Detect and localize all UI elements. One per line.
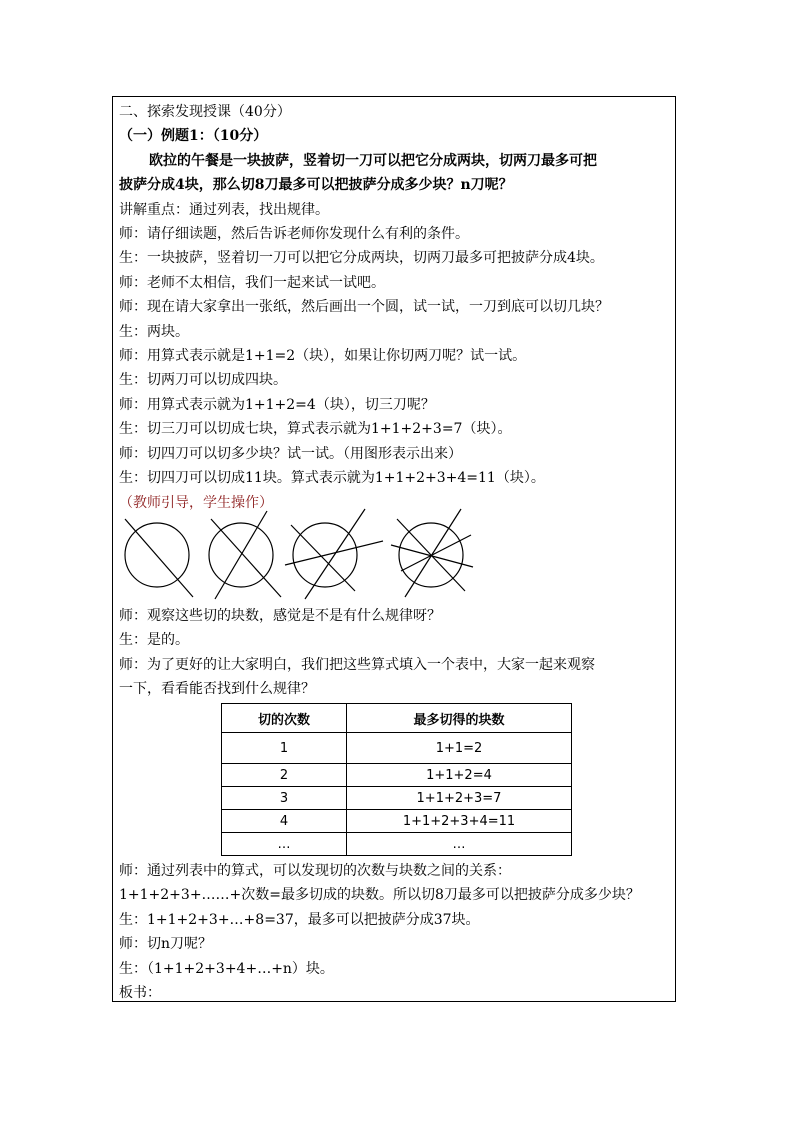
problem-line-1: 欧拉的午餐是一块披萨，竖着切一刀可以把它分成两块，切两刀最多可把 (149, 152, 597, 169)
cell-cut-count: 4 (222, 810, 347, 833)
section-title: 二、探索发现授课（40分） (119, 104, 291, 120)
dialogue-line: 师：请仔细读题，然后告诉老师你发现什么有利的条件。 (119, 226, 469, 243)
pattern-table (221, 703, 572, 856)
pizza-three-cuts (285, 509, 383, 599)
table-row (222, 833, 572, 856)
dialogue-lower (119, 859, 671, 1005)
table-row (222, 733, 572, 764)
dialogue-line: 一下，看看能否找到什么规律？ (119, 681, 315, 698)
dialogue-line: 1+1+2+3+……+次数=最多切成的块数。所以切8刀最多可以把披萨分成多少块？ (119, 887, 640, 904)
cut-line (401, 535, 471, 571)
lesson-content (119, 100, 671, 515)
cut-line (215, 511, 267, 599)
cut-line (405, 509, 461, 597)
cell-cut-count: 1 (222, 733, 347, 764)
cut-line (211, 519, 281, 597)
board-writing-label: 板书： (119, 985, 161, 1002)
dialogue-line: 师：现在请大家拿出一张纸，然后画出一个圆，试一试，一刀到底可以切几块？ (119, 299, 609, 316)
dialogue-line: 师：老师不太相信，我们一起来试一试吧。 (119, 274, 385, 291)
table-row (222, 764, 572, 787)
cut-line (391, 545, 473, 567)
cut-line (285, 541, 383, 565)
cell-max-pieces: 1+1+2=4 (347, 764, 572, 787)
dialogue-line: 生：切三刀可以切成七块，算式表示就为1+1+2+3=7（块）。 (119, 421, 512, 438)
dialogue-line: 师：用算式表示就是1+1=2（块），如果让你切两刀呢？试一试。 (119, 348, 527, 365)
dialogue-line: 师：切n刀呢？ (119, 936, 213, 953)
example-title: （一）例题1：（10分） (119, 128, 268, 145)
dialogue-line: 生：是的。 (119, 632, 189, 649)
dialogue-line: 生：（1+1+2+3+4+…+n）块。 (119, 960, 334, 977)
lesson-frame (112, 96, 676, 1002)
pizza-two-cuts (209, 511, 281, 599)
header-cut-count: 切的次数 (222, 704, 347, 733)
dialogue-upper (119, 198, 671, 491)
dialogue-line: 师：为了更好的让大家明白，我们把这些算式填入一个表中，大家一起来观察 (119, 656, 595, 673)
table-header-row (222, 704, 572, 733)
dialogue-line: 生：一块披萨，竖着切一刀可以把它分成两块，切两刀最多可把披萨分成4块。 (119, 250, 604, 267)
table-row (222, 810, 572, 833)
pattern-table-wrap (221, 703, 572, 856)
dialogue-middle (119, 604, 671, 702)
dialogue-line: 生：1+1+2+3+…+8=37，最多可以把披萨分成37块。 (119, 911, 480, 928)
dialogue-line: 师：通过列表中的算式，可以发现切的次数与块数之间的关系： (119, 863, 511, 879)
cell-cut-count: 3 (222, 787, 347, 810)
problem-line-2: 披萨分成4块，那么切8刀最多可以把披萨分成多少块？n刀呢？ (119, 177, 513, 194)
dialogue-line: 师：观察这些切的块数，感觉是不是有什么规律呀？ (119, 608, 441, 624)
cell-max-pieces: … (347, 833, 572, 856)
dialogue-line: 讲解重点：通过列表，找出规律。 (119, 201, 329, 218)
dialogue-line: 师：用算式表示就为1+1+2=4（块），切三刀呢？ (119, 396, 435, 413)
cell-max-pieces: 1+1+2+3+4=11 (347, 810, 572, 833)
cell-cut-count: … (222, 833, 347, 856)
pizza-one-cut (125, 519, 193, 597)
teacher-note: （教师引导，学生操作） (119, 494, 273, 511)
dialogue-line: 师：切四刀可以切多少块？试一试。（用图形表示出来） (119, 445, 462, 462)
cut-line (125, 519, 193, 597)
dialogue-line: 生：切两刀可以切成四块。 (119, 372, 287, 389)
cut-line (291, 525, 355, 591)
cell-cut-count: 2 (222, 764, 347, 787)
table-row (222, 787, 572, 810)
dialogue-line: 生：两块。 (119, 323, 189, 340)
cell-max-pieces: 1+1=2 (347, 733, 572, 764)
pizza-four-cuts (391, 509, 473, 597)
pizza-cut-diagram (119, 505, 671, 601)
cell-max-pieces: 1+1+2+3=7 (347, 787, 572, 810)
header-max-pieces: 最多切得的块数 (347, 704, 572, 733)
dialogue-line: 生：切四刀可以切成11块。算式表示就为1+1+2+3+4=11（块）。 (119, 470, 545, 487)
